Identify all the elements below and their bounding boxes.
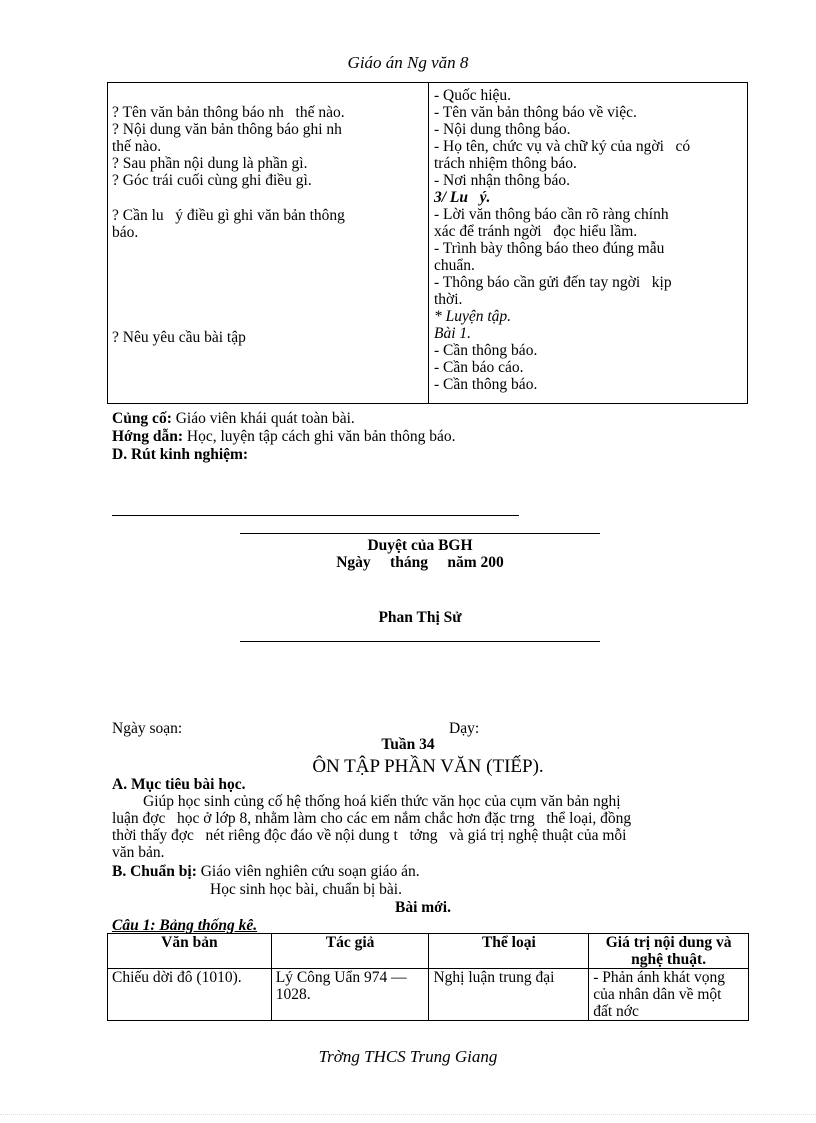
- answer-heading: * Luyện tập.: [434, 308, 512, 325]
- answer-line: - Tên văn bản thông báo về việc.: [434, 104, 637, 121]
- answer-line: - Lời văn thông báo cần rõ ràng chính: [434, 206, 669, 223]
- section-b-label: B. Chuẩn bị:: [112, 863, 197, 880]
- question-line: ? Nêu yêu cầu bài tập: [112, 329, 246, 346]
- new-lesson-heading: Bài mới.: [395, 899, 451, 916]
- approval-date: Ngày tháng năm 200: [336, 554, 504, 571]
- answer-line: - Quốc hiệu.: [434, 87, 512, 104]
- lesson-table: [107, 82, 748, 404]
- table-header-row: [108, 934, 749, 969]
- consolidation-line: [112, 410, 355, 427]
- question-line: ? Sau phần nội dung là phần gì.: [112, 155, 308, 172]
- consolidation-text: Giáo viên khái quát toàn bài.: [171, 410, 355, 427]
- week-label: Tuần 34: [381, 736, 435, 753]
- question-line: ? Góc trái cuối cùng ghi điều gì.: [112, 172, 312, 189]
- experience-heading: D. Rút kinh nghiệm:: [112, 446, 249, 463]
- answer-line: - Nội dung thông báo.: [434, 121, 571, 138]
- paragraph-line: Giúp học sinh củng cố hệ thống hoá kiến thức văn học của cụm văn bản nghị: [112, 793, 621, 810]
- approver-name: Phan Thị Sử: [378, 609, 462, 626]
- header-cell: Văn bản: [108, 934, 272, 969]
- header-cell: Thể loại: [429, 934, 589, 969]
- divider-line: [240, 533, 600, 534]
- answer-line: - Họ tên, chức vụ và chữ ký của ngời có: [434, 138, 691, 155]
- table-divider: [428, 83, 429, 403]
- question-line: thế nào.: [112, 138, 162, 155]
- table-cell: Nghị luận trung đại: [429, 969, 589, 1021]
- lesson-title: ÔN TẬP PHẦN VĂN (TIẾP).: [312, 756, 544, 777]
- header-cell: Giá trị nội dung và nghệ thuật.: [589, 934, 749, 969]
- prep-date-label: Ngày soạn:: [112, 720, 183, 737]
- summary-table: [107, 933, 749, 1021]
- answer-line: chuẩn.: [434, 257, 475, 274]
- section-b-line: [112, 863, 420, 880]
- section-b-text: Giáo viên nghiên cứu soạn giáo án.: [196, 863, 420, 880]
- answer-heading: Bài 1.: [434, 325, 472, 342]
- section-a-heading: A. Mục tiêu bài học.: [112, 776, 246, 793]
- paragraph-line: văn bản.: [112, 844, 165, 861]
- page-footer: Trờng THCS Trung Giang: [318, 1047, 498, 1066]
- answer-line: thời.: [434, 291, 463, 308]
- answer-heading: 3/ Lu ý.: [434, 189, 491, 206]
- question-line: ? Nội dung văn bản thông báo ghi nh: [112, 121, 342, 138]
- guidance-label: Hớng dẫn:: [112, 428, 184, 445]
- answer-line: - Cần báo cáo.: [434, 359, 524, 376]
- answer-line: trách nhiệm thông báo.: [434, 155, 577, 172]
- answers-column: [434, 87, 744, 401]
- table-cell: Chiếu dời đô (1010).: [108, 969, 272, 1021]
- teach-date-label: Dạy:: [449, 720, 480, 737]
- answer-line: - Thông báo cần gửi đến tay ngời kịp: [434, 274, 672, 291]
- page-header: Giáo án Ng văn 8: [347, 53, 469, 72]
- question-line: báo.: [112, 224, 139, 241]
- guidance-line: [112, 428, 456, 445]
- divider-line: [240, 641, 600, 642]
- answer-line: - Cần thông báo.: [434, 376, 538, 393]
- page-edge-line: [0, 1114, 816, 1115]
- table-cell: - Phản ánh khát vọng của nhân dân về một đất nớc: [589, 969, 749, 1021]
- guidance-text: Học, luyện tập cách ghi văn bản thông báo.: [183, 428, 456, 445]
- answer-line: - Trình bày thông báo theo đúng mẫu: [434, 240, 665, 257]
- section-b-line2: Học sinh học bài, chuẩn bị bài.: [210, 881, 402, 898]
- answer-line: - Nơi nhận thông báo.: [434, 172, 571, 189]
- divider-line: [112, 515, 519, 516]
- paragraph-line: luận đợc học ở lớp 8, nhằm làm cho các em nắm chắc hơn đặc trng thể loại, đồng: [112, 810, 632, 827]
- paragraph-line: thời thấy đợc nét riêng độc đáo về nội dung t tởng và giá trị nghệ thuật của mỗi: [112, 827, 627, 844]
- header-cell: Tác giả: [271, 934, 429, 969]
- answer-line: xác để tránh ngời đọc hiểu lầm.: [434, 223, 638, 240]
- section-a-paragraph: [112, 793, 752, 861]
- answer-line: - Cần thông báo.: [434, 342, 538, 359]
- question-line: ? Tên văn bản thông báo nh thế nào.: [112, 104, 345, 121]
- questions-column: [112, 87, 424, 346]
- approval-title: Duyệt của BGH: [367, 537, 473, 554]
- table-row: [108, 969, 749, 1021]
- consolidation-label: Củng cố:: [112, 410, 172, 427]
- table-cell: Lý Công Uẩn 974 — 1028.: [271, 969, 429, 1021]
- question-1-heading: Câu 1: Bảng thống kê.: [112, 917, 258, 934]
- question-line: ? Cần lu ý điều gì ghi văn bản thông: [112, 207, 345, 224]
